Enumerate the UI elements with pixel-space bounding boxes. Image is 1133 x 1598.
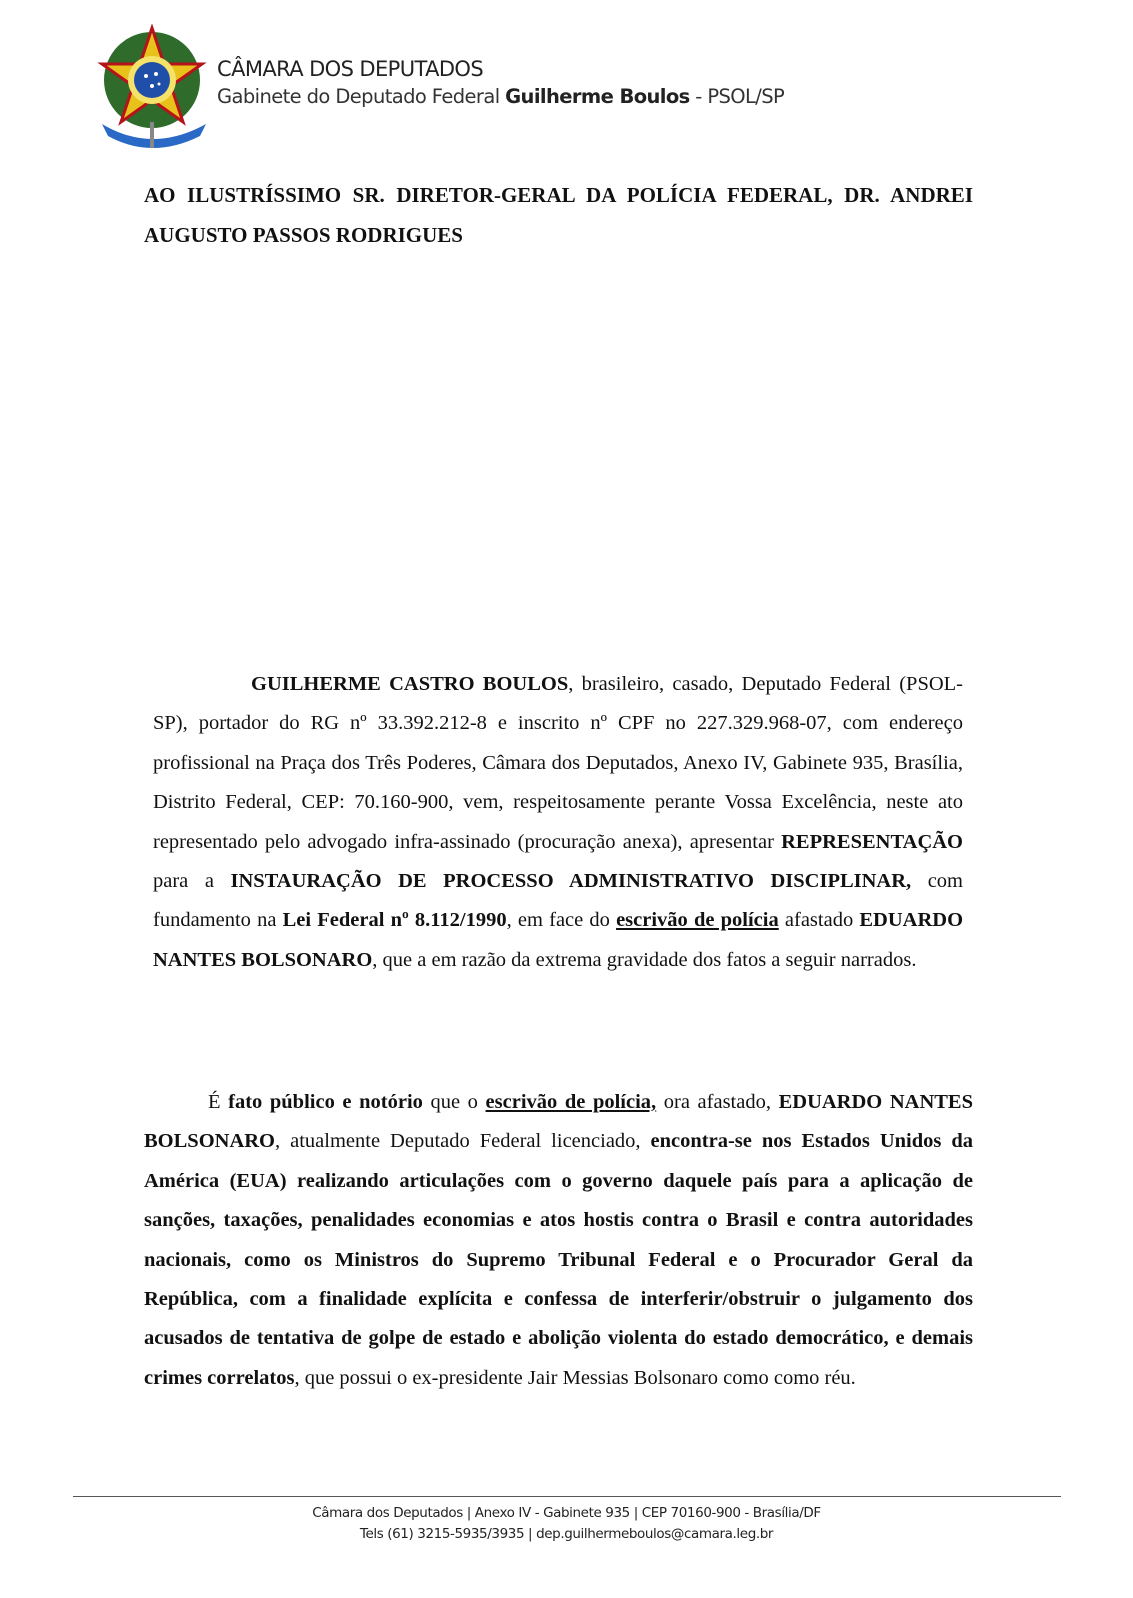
text-segment: , que possui o ex-presidente Jair Messias Bolsonaro como como réu. bbox=[294, 1366, 856, 1389]
text-segment: , atualmente Deputado Federal licenciado, bbox=[275, 1130, 651, 1153]
bold-text: GUILHERME CASTRO BOULOS bbox=[251, 673, 569, 695]
footer-divider bbox=[73, 1496, 1061, 1497]
text-segment: , brasileiro, casado, Deputado Federal (PSOL-SP), portador do RG nº 33.392.212-8 e inscrito nº CPF no 227.329.968-07, com endereço profissional na Praça dos Três Poderes, Câmara dos Deputados, Anexo IV, Gabinete 935, Brasília, Distrito Federal, CEP: 70.160-900, vem, respeitosamente perante Vossa Excelência, neste ato representado pelo advogado infra-assinado (procuração anexa), apresentar bbox=[153, 673, 963, 853]
bold-text: EDUARDO NANTES BOLSONARO bbox=[153, 909, 964, 971]
text-segment: ora afastado, bbox=[656, 1091, 779, 1113]
text-segment: , em face do bbox=[506, 909, 617, 932]
bold-text: EDUARDO NANTES BOLSONARO bbox=[144, 1091, 973, 1153]
office-line bbox=[217, 85, 784, 108]
addressee-heading: AO ILUSTRÍSSIMO SR. DIRETOR-GERAL DA POLÍCIA FEDERAL, DR. ANDREI AUGUSTO PASSOS RODRIGUES bbox=[144, 183, 973, 247]
party-suffix: - PSOL/SP bbox=[689, 85, 785, 108]
text-segment: afastado bbox=[778, 909, 860, 932]
text-segment: com fundamento na bbox=[153, 870, 963, 932]
text-segment: que o bbox=[422, 1091, 486, 1113]
underlined-bold-text: escrivão de polícia, bbox=[485, 1091, 657, 1113]
footer-address: Câmara dos Deputados | Anexo IV - Gabinete 935 | CEP 70160-900 - Brasília/DF bbox=[312, 1505, 821, 1521]
bold-text: fato público e notório bbox=[228, 1091, 423, 1113]
institution-name: CÂMARA DOS DEPUTADOS bbox=[217, 57, 484, 81]
bold-text: INSTAURAÇÃO DE PROCESSO ADMINISTRATIVO DISCIPLINAR, bbox=[230, 870, 912, 893]
paragraph-facts bbox=[144, 1083, 973, 1398]
deputy-name: Guilherme Boulos bbox=[505, 85, 690, 108]
bold-text: Lei Federal nº 8.112/1990 bbox=[282, 909, 507, 932]
footer-contact: Tels (61) 3215-5935/3935 | dep.guilhermeboulos@camara.leg.br bbox=[359, 1526, 774, 1542]
text-segment: É bbox=[208, 1091, 229, 1113]
bold-text: REPRESENTAÇÃO bbox=[781, 830, 963, 853]
brasao-da-republica-icon bbox=[96, 24, 212, 148]
bold-text: encontra-se nos Estados Unidos da América (EUA) realizando articulações com o governo daquele país para a aplicação de sanções, taxações, penalidades economias e atos hostis contra o Brasil e contra autoridades nacionais, como os Ministros do Supremo Tribunal Federal e o Procurador Geral da República, com a finalidade explícita e confessa de interferir/obstruir o julgamento dos acusados de tentativa de golpe de estado e abolição violenta do estado democrático, e demais crimes correlatos bbox=[144, 1130, 974, 1389]
paragraph-qualification bbox=[153, 665, 963, 980]
office-prefix: Gabinete do Deputado Federal bbox=[217, 85, 500, 108]
text-segment: para a bbox=[153, 870, 231, 893]
text-segment: , que a em razão da extrema gravidade dos fatos a seguir narrados. bbox=[372, 948, 917, 971]
underlined-bold-text: escrivão de polícia bbox=[616, 909, 779, 932]
